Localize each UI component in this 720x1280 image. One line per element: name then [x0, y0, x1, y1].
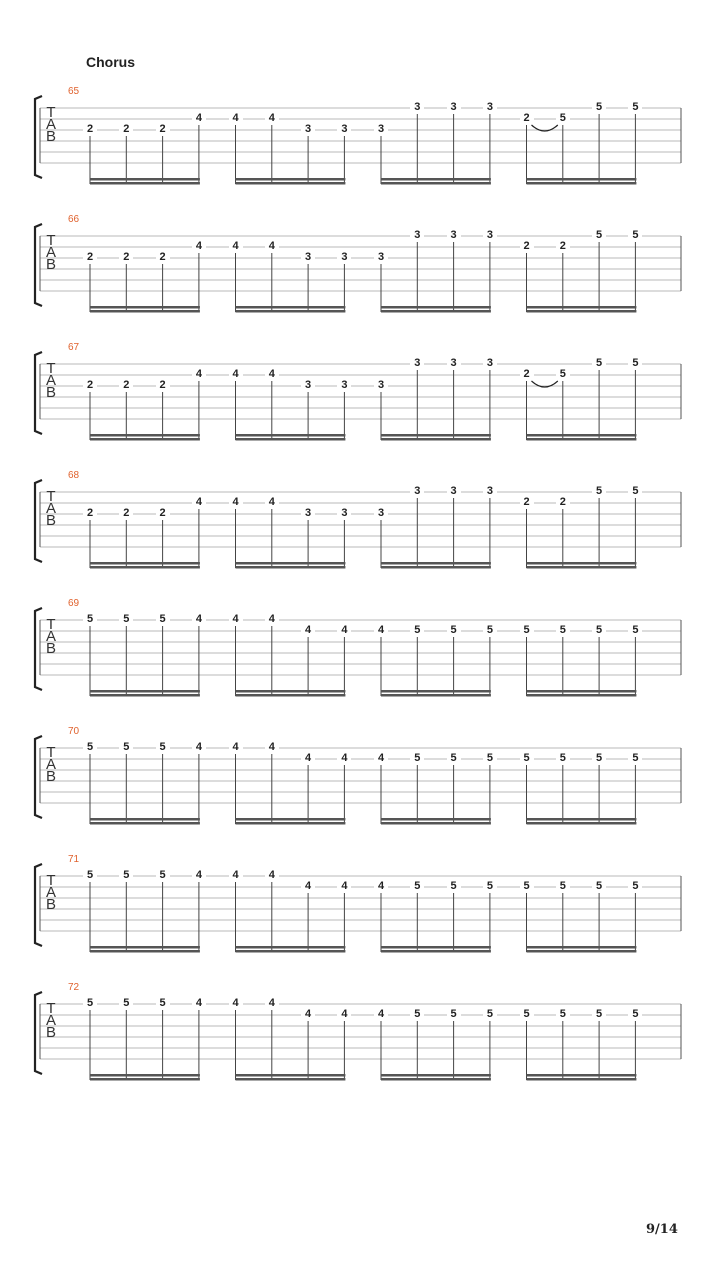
fret-number: 5: [520, 753, 534, 764]
beam: [527, 946, 637, 949]
fret-number: 2: [83, 124, 97, 135]
fret-number: 4: [301, 753, 315, 764]
fret-number: 3: [374, 124, 388, 135]
measure-number: 71: [68, 854, 80, 865]
tab-system: [0, 598, 720, 708]
fret-number: 5: [83, 998, 97, 1009]
beam: [381, 950, 491, 953]
beam: [381, 690, 491, 693]
fret-number: 5: [628, 102, 642, 113]
fret-number: 4: [265, 998, 279, 1009]
fret-number: 4: [265, 870, 279, 881]
fret-number: 5: [592, 358, 606, 369]
fret-number: 4: [229, 497, 243, 508]
beam: [381, 434, 491, 437]
fret-number: 4: [229, 614, 243, 625]
fret-number: 4: [374, 881, 388, 892]
staff-graphics: [0, 854, 720, 964]
fret-number: 5: [592, 1009, 606, 1020]
beam: [90, 694, 200, 697]
tab-system: [0, 342, 720, 452]
tab-clef-letter: B: [45, 1024, 56, 1041]
fret-number: 4: [192, 614, 206, 625]
fret-number: 3: [374, 380, 388, 391]
staff-graphics: [0, 342, 720, 452]
fret-number: 4: [265, 742, 279, 753]
fret-number: 2: [156, 252, 170, 263]
fret-number: 4: [265, 614, 279, 625]
fret-number: 3: [337, 508, 351, 519]
beam: [527, 310, 637, 313]
fret-number: 3: [337, 124, 351, 135]
fret-number: 2: [520, 369, 534, 380]
beam: [90, 818, 200, 821]
fret-number: 5: [483, 881, 497, 892]
measure-number: 69: [68, 598, 80, 609]
tab-clef-letter: B: [45, 128, 56, 145]
fret-number: 2: [119, 124, 133, 135]
beam: [90, 950, 200, 953]
fret-number: 2: [83, 380, 97, 391]
fret-number: 5: [447, 753, 461, 764]
fret-number: 3: [447, 358, 461, 369]
beam: [527, 1078, 637, 1081]
tab-clef-letter: A: [45, 116, 56, 133]
beam: [236, 694, 346, 697]
fret-number: 2: [520, 241, 534, 252]
fret-number: 5: [83, 742, 97, 753]
fret-number: 5: [592, 753, 606, 764]
beam: [90, 182, 200, 185]
fret-number: 5: [483, 753, 497, 764]
beam: [381, 182, 491, 185]
fret-number: 5: [83, 614, 97, 625]
fret-number: 3: [301, 508, 315, 519]
fret-number: 3: [447, 102, 461, 113]
fret-number: 5: [556, 753, 570, 764]
fret-number: 3: [337, 380, 351, 391]
staff-graphics: [0, 214, 720, 324]
fret-number: 5: [628, 881, 642, 892]
tab-clef-letter: B: [45, 512, 56, 529]
fret-number: 3: [447, 486, 461, 497]
fret-number: 4: [374, 1009, 388, 1020]
fret-number: 3: [483, 358, 497, 369]
fret-number: 5: [447, 625, 461, 636]
fret-number: 2: [520, 113, 534, 124]
fret-number: 4: [374, 753, 388, 764]
fret-number: 5: [628, 358, 642, 369]
tab-system: [0, 470, 720, 580]
fret-number: 4: [229, 113, 243, 124]
beam: [527, 562, 637, 565]
fret-number: 5: [483, 625, 497, 636]
fret-number: 5: [83, 870, 97, 881]
fret-number: 4: [337, 881, 351, 892]
fret-number: 5: [520, 1009, 534, 1020]
page-number: 9/14: [646, 1222, 678, 1237]
beam: [527, 818, 637, 821]
fret-number: 5: [156, 870, 170, 881]
beam: [381, 438, 491, 441]
fret-number: 4: [301, 625, 315, 636]
staff-graphics: [0, 470, 720, 580]
fret-number: 5: [628, 230, 642, 241]
beam: [527, 822, 637, 825]
beam: [236, 438, 346, 441]
fret-number: 5: [592, 881, 606, 892]
fret-number: 5: [628, 1009, 642, 1020]
fret-number: 4: [192, 870, 206, 881]
beam: [236, 1074, 346, 1077]
beam: [236, 178, 346, 181]
fret-number: 4: [192, 241, 206, 252]
fret-number: 4: [265, 369, 279, 380]
tab-system: [0, 86, 720, 196]
fret-number: 5: [156, 998, 170, 1009]
beam: [381, 310, 491, 313]
section-title: Chorus: [86, 54, 135, 70]
beam: [236, 562, 346, 565]
beam: [381, 566, 491, 569]
beam: [527, 306, 637, 309]
fret-number: 5: [592, 486, 606, 497]
beam: [527, 438, 637, 441]
fret-number: 5: [410, 1009, 424, 1020]
fret-number: 5: [410, 881, 424, 892]
tab-clef-letter: A: [45, 500, 56, 517]
beam: [381, 562, 491, 565]
tab-clef-letter: B: [45, 896, 56, 913]
fret-number: 4: [301, 881, 315, 892]
fret-number: 3: [410, 230, 424, 241]
beam: [236, 182, 346, 185]
fret-number: 5: [556, 369, 570, 380]
tab-system: [0, 982, 720, 1092]
fret-number: 5: [156, 742, 170, 753]
fret-number: 2: [156, 508, 170, 519]
beam: [90, 690, 200, 693]
fret-number: 2: [556, 241, 570, 252]
tab-clef-letter: T: [46, 232, 56, 249]
beam: [90, 562, 200, 565]
beam: [527, 1074, 637, 1077]
fret-number: 4: [374, 625, 388, 636]
beam: [90, 438, 200, 441]
beam: [381, 946, 491, 949]
fret-number: 5: [156, 614, 170, 625]
fret-number: 4: [192, 742, 206, 753]
fret-number: 3: [301, 380, 315, 391]
fret-number: 3: [483, 230, 497, 241]
staff-graphics: [0, 598, 720, 708]
fret-number: 4: [337, 625, 351, 636]
fret-number: 3: [410, 358, 424, 369]
fret-number: 4: [229, 742, 243, 753]
fret-number: 3: [374, 508, 388, 519]
fret-number: 4: [229, 998, 243, 1009]
fret-number: 3: [301, 124, 315, 135]
fret-number: 2: [83, 508, 97, 519]
beam: [90, 1078, 200, 1081]
tab-clef-letter: T: [46, 1000, 56, 1017]
fret-number: 4: [192, 113, 206, 124]
fret-number: 5: [520, 881, 534, 892]
measure-number: 68: [68, 470, 80, 481]
beam: [527, 690, 637, 693]
fret-number: 4: [192, 998, 206, 1009]
tab-clef-letter: T: [46, 616, 56, 633]
beam: [236, 434, 346, 437]
fret-number: 5: [628, 486, 642, 497]
tab-clef-letter: A: [45, 884, 56, 901]
tab-clef-letter: B: [45, 256, 56, 273]
measure-number: 70: [68, 726, 80, 737]
beam: [527, 950, 637, 953]
beam: [527, 694, 637, 697]
fret-number: 4: [265, 241, 279, 252]
fret-number: 5: [520, 625, 534, 636]
fret-number: 5: [628, 753, 642, 764]
fret-number: 3: [374, 252, 388, 263]
tab-clef-letter: T: [46, 744, 56, 761]
fret-number: 5: [447, 1009, 461, 1020]
beam: [90, 822, 200, 825]
beam: [90, 178, 200, 181]
tab-clef-letter: B: [45, 384, 56, 401]
beam: [236, 1078, 346, 1081]
measure-number: 67: [68, 342, 80, 353]
fret-number: 4: [192, 497, 206, 508]
beam: [527, 566, 637, 569]
staff-graphics: [0, 982, 720, 1092]
beam: [236, 946, 346, 949]
fret-number: 2: [156, 380, 170, 391]
beam: [527, 182, 637, 185]
measure-number: 66: [68, 214, 80, 225]
beam: [236, 310, 346, 313]
fret-number: 5: [483, 1009, 497, 1020]
tab-clef-letter: B: [45, 640, 56, 657]
fret-number: 4: [229, 369, 243, 380]
beam: [381, 1078, 491, 1081]
fret-number: 2: [119, 508, 133, 519]
fret-number: 5: [556, 113, 570, 124]
beam: [90, 1074, 200, 1077]
fret-number: 4: [337, 1009, 351, 1020]
beam: [381, 818, 491, 821]
fret-number: 5: [556, 1009, 570, 1020]
fret-number: 5: [410, 753, 424, 764]
beam: [90, 566, 200, 569]
fret-number: 4: [265, 497, 279, 508]
fret-number: 5: [119, 742, 133, 753]
beam: [381, 178, 491, 181]
fret-number: 5: [119, 614, 133, 625]
tab-clef-letter: A: [45, 628, 56, 645]
fret-number: 3: [301, 252, 315, 263]
fret-number: 4: [229, 870, 243, 881]
fret-number: 5: [119, 998, 133, 1009]
fret-number: 5: [410, 625, 424, 636]
beam: [381, 822, 491, 825]
beam: [236, 306, 346, 309]
beam: [90, 946, 200, 949]
fret-number: 2: [556, 497, 570, 508]
fret-number: 4: [192, 369, 206, 380]
fret-number: 2: [119, 252, 133, 263]
tab-clef-letter: B: [45, 768, 56, 785]
fret-number: 5: [592, 102, 606, 113]
fret-number: 3: [410, 486, 424, 497]
beam: [90, 310, 200, 313]
fret-number: 4: [301, 1009, 315, 1020]
tab-clef-letter: T: [46, 104, 56, 121]
staff-graphics: [0, 86, 720, 196]
fret-number: 5: [447, 881, 461, 892]
fret-number: 3: [483, 486, 497, 497]
measure-number: 65: [68, 86, 80, 97]
tab-system: [0, 854, 720, 964]
fret-number: 5: [592, 230, 606, 241]
fret-number: 5: [556, 881, 570, 892]
fret-number: 4: [265, 113, 279, 124]
beam: [236, 818, 346, 821]
fret-number: 3: [483, 102, 497, 113]
fret-number: 5: [592, 625, 606, 636]
fret-number: 2: [156, 124, 170, 135]
fret-number: 4: [337, 753, 351, 764]
fret-number: 5: [119, 870, 133, 881]
beam: [236, 690, 346, 693]
beam: [381, 1074, 491, 1077]
staff-graphics: [0, 726, 720, 836]
beam: [381, 306, 491, 309]
fret-number: 3: [447, 230, 461, 241]
fret-number: 2: [83, 252, 97, 263]
tab-clef-letter: A: [45, 1012, 56, 1029]
tab-clef-letter: T: [46, 872, 56, 889]
beam: [90, 306, 200, 309]
tab-system: [0, 726, 720, 836]
beam: [236, 566, 346, 569]
fret-number: 5: [628, 625, 642, 636]
tab-clef-letter: T: [46, 488, 56, 505]
fret-number: 3: [410, 102, 424, 113]
fret-number: 2: [119, 380, 133, 391]
fret-number: 4: [229, 241, 243, 252]
beam: [527, 434, 637, 437]
tab-system: [0, 214, 720, 324]
fret-number: 5: [556, 625, 570, 636]
fret-number: 3: [337, 252, 351, 263]
measure-number: 72: [68, 982, 80, 993]
beam: [90, 434, 200, 437]
tab-clef-letter: A: [45, 756, 56, 773]
beam: [236, 822, 346, 825]
tab-clef-letter: T: [46, 360, 56, 377]
beam: [381, 694, 491, 697]
beam: [527, 178, 637, 181]
tab-clef-letter: A: [45, 372, 56, 389]
tab-clef-letter: A: [45, 244, 56, 261]
beam: [236, 950, 346, 953]
fret-number: 2: [520, 497, 534, 508]
